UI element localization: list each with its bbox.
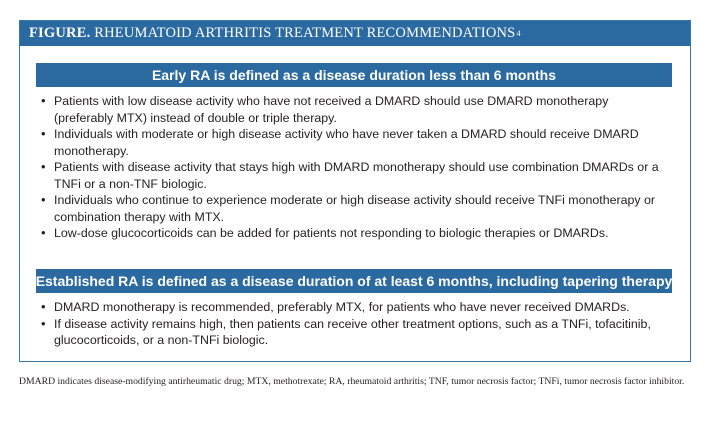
figure-title-reference: 4: [516, 29, 521, 38]
figure-box: [19, 20, 691, 362]
established-ra-heading: Established RA is defined as a disease duration of at least 6 months, including tapering therapy: [36, 269, 672, 293]
list-item: • DMARD monotherapy is recommended, preferably MTX, for patients who have never received DMARDs.: [40, 299, 670, 316]
figure-title: [20, 21, 690, 46]
list-item: • Low-dose glucocorticoids can be added for patients not responding to biologic therapies or DMARDs.: [40, 225, 670, 242]
list-item: • Individuals who continue to experience moderate or high disease activity should receive TNFi monotherapy or combination therapy with MTX.: [40, 192, 670, 225]
list-item: • Patients with low disease activity who have not received a DMARD should use DMARD monotherapy (preferably MTX) instead of double or triple therapy.: [40, 93, 670, 126]
list-item: • Patients with disease activity that stays high with DMARD monotherapy should use combination DMARDs or a TNFi or a non-TNF biologic.: [40, 159, 670, 192]
figure-footnote: DMARD indicates disease-modifying antirheumatic drug; MTX, methotrexate; RA, rheumatoid arthritis; TNF, tumor necrosis factor; TNFi, tumor necrosis factor inhibitor.: [19, 376, 685, 387]
figure-title-lead: FIGURE.: [29, 25, 91, 41]
early-ra-heading: Early RA is defined as a disease duration less than 6 months: [36, 63, 672, 87]
established-ra-list: [40, 299, 670, 349]
early-ra-list: [40, 93, 670, 242]
figure-title-text: RHEUMATOID ARTHRITIS TREATMENT RECOMMENDATIONS: [90, 25, 516, 41]
list-item: • Individuals with moderate or high disease activity who have never taken a DMARD should receive DMARD monotherapy.: [40, 126, 670, 159]
list-item: • If disease activity remains high, then patients can receive other treatment options, such as a TNFi, tofacitinib, glucocorticoids, or a non-TNFi biologic.: [40, 316, 670, 349]
